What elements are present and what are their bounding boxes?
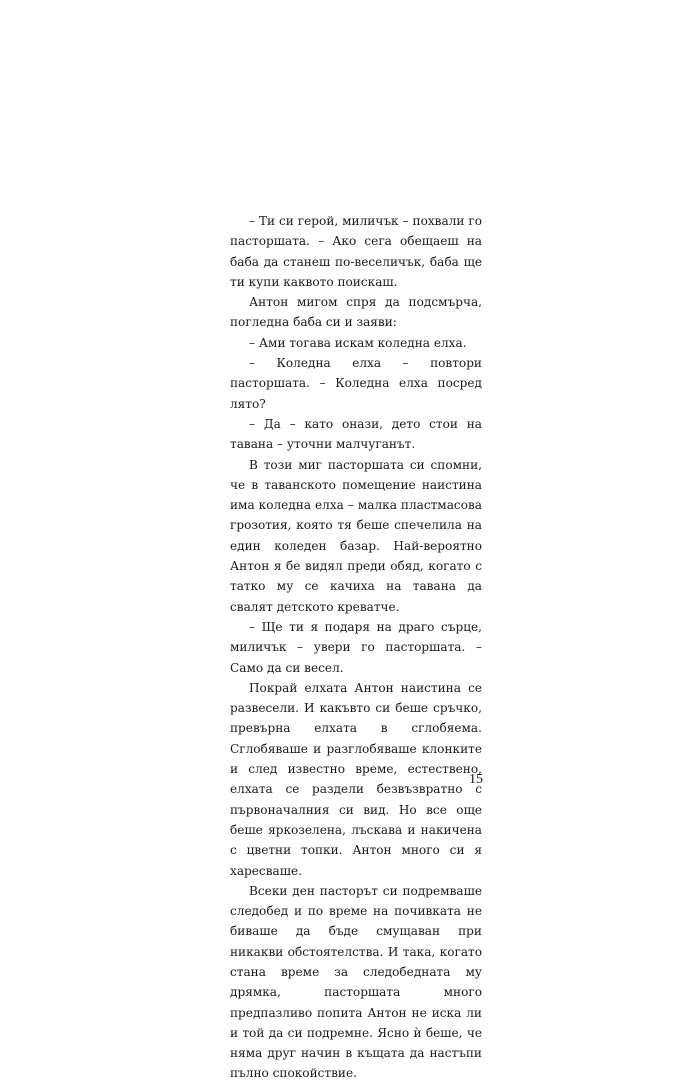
paragraph: В този миг пасторшата си спомни, че в таванското помещение наистина има коледна елха – малка пластмасова грозотия, която тя беше спечелила на един коледен базар. Най-вероятно Антон я бе видял преди обяд, когато с татко му се качиха на тавана да свалят детското креватче. xyxy=(230,457,482,614)
paragraph: Всеки ден пасторът си подремваше следобед и по време на почивката не биваше да бъде смущаван при никакви обстоятелства. И така, когато стана време за следобедната му дрямка, пасторшата много предпазливо попита Антон не иска ли и той да си подремне. Ясно ѝ беше, че няма друг начин в къщата да настъпи пълно спокойствие. xyxy=(230,883,482,1081)
paragraph: – Ще ти я подаря на драго сърце, миличък – увери го пасторшата. – Само да си весел. xyxy=(230,619,482,675)
page-number: 15 xyxy=(469,772,483,787)
paragraph: – Ти си герой, миличък – похвали го пасторшата. – Ако сега обещаеш на баба да станеш по-веселичък, баба ще ти купи каквото поискаш. xyxy=(230,214,482,289)
body-text xyxy=(230,211,482,1084)
paragraph: Покрай елхата Антон наистина се развесели. И какъвто си беше сръчко, превърна елхата в сглобяема. Сглобяваше и разглобяваше клонките и след известно време, естествено, елхата се раздели безвъзвратно с първоначалния си вид. Но все още беше яркозелена, лъскава и накичена с цветни топки. Антон много си я харесваше. xyxy=(230,680,482,878)
paragraph: – Да – като онази, дето стои на тавана – уточни малчуганът. xyxy=(230,416,482,452)
paragraph: – Коледна елха – повтори пасторшата. – Коледна елха посред лято? xyxy=(230,356,482,411)
paragraph: Антон мигом спря да подсмърча, погледна баба си и заяви: xyxy=(230,295,482,330)
paragraph: – Ами тогава искам коледна елха. xyxy=(249,335,467,350)
